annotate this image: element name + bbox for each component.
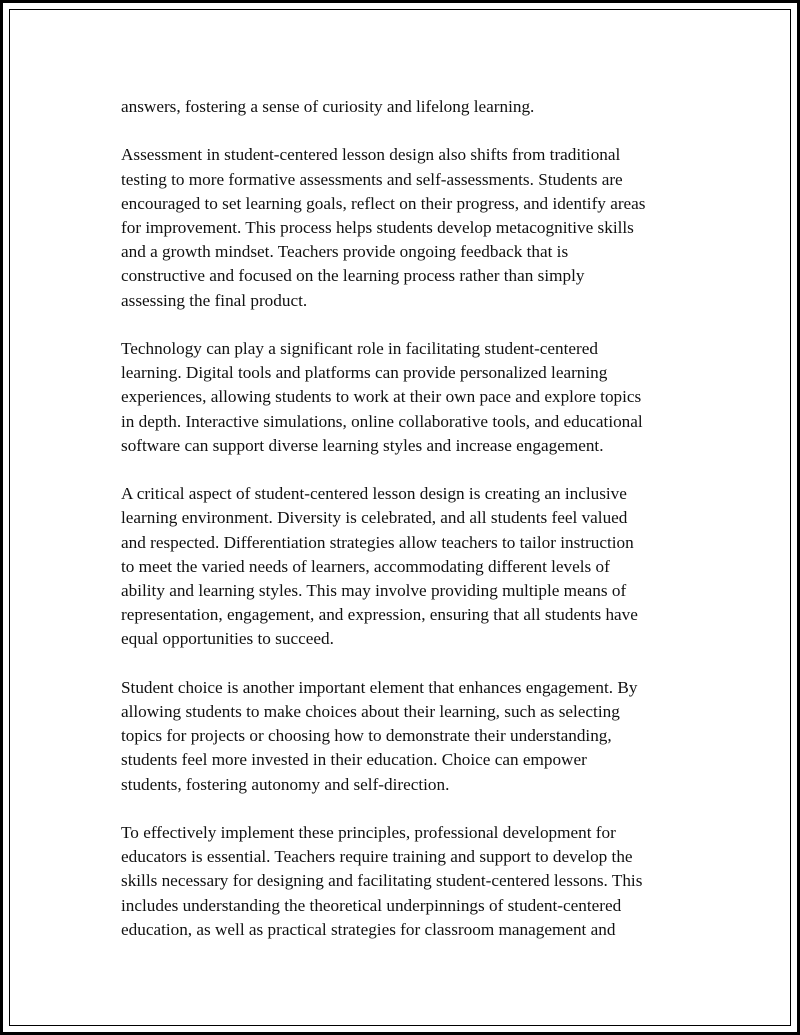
text-line: Assessment in student-centered lesson design also shifts from traditional <box>121 145 621 165</box>
text-line: equal opportunities to succeed. <box>121 629 334 649</box>
text-line: Technology can play a significant role in facilitating student-centered <box>121 339 599 358</box>
text-line: students feel more invested in their education. Choice can empower <box>121 750 587 770</box>
text-line: testing to more formative assessments and self-assessments. Students are <box>121 169 623 189</box>
paragraph <box>121 143 693 312</box>
text-line: ability and learning styles. This may involve providing multiple means of <box>121 581 627 601</box>
text-line: allowing students to make choices about their learning, such as selecting <box>121 702 620 722</box>
text-line: learning environment. Diversity is celebrated, and all students feel valued <box>121 508 628 528</box>
text-line: software can support diverse learning styles and increase engagement. <box>121 435 604 455</box>
text-line: encouraged to set learning goals, reflect on their progress, and identify areas <box>121 193 646 213</box>
text-line: constructive and focused on the learning process rather than simply <box>121 266 585 286</box>
paragraph <box>121 337 693 458</box>
text-line: for improvement. This process helps students develop metacognitive skills <box>121 218 634 237</box>
text-line: answers, fostering a sense of curiosity and lifelong learning. <box>121 97 535 116</box>
text-line: assessing the final product. <box>121 290 308 310</box>
text-line: includes understanding the theoretical underpinnings of student-centered <box>121 895 622 915</box>
text-line: representation, engagement, and expression, ensuring that all students have <box>121 605 638 625</box>
text-line: in depth. Interactive simulations, online collaborative tools, and educational <box>121 411 643 431</box>
text-line: A critical aspect of student-centered lesson design is creating an inclusive <box>121 484 627 504</box>
text-line: topics for projects or choosing how to demonstrate their understanding, <box>121 726 612 746</box>
paragraph <box>121 95 693 119</box>
text-line: and respected. Differentiation strategies allow teachers to tailor instruction <box>121 532 634 552</box>
body-text <box>121 95 693 966</box>
text-line: experiences, allowing students to work at their own pace and explore topics <box>121 387 642 407</box>
text-line: learning. Digital tools and platforms can provide personalized learning <box>121 363 608 383</box>
text-line: Student choice is another important element that enhances engagement. By <box>121 677 638 697</box>
paragraph <box>121 482 693 651</box>
text-line: to meet the varied needs of learners, accommodating different levels of <box>121 556 610 576</box>
text-line: To effectively implement these principles, professional development for <box>121 823 616 843</box>
text-line: education, as well as practical strategies for classroom management and <box>121 919 616 939</box>
text-line: educators is essential. Teachers require training and support to develop the <box>121 847 633 867</box>
text-line: students, fostering autonomy and self-direction. <box>121 774 450 794</box>
text-line: skills necessary for designing and facilitating student-centered lessons. This <box>121 871 643 891</box>
paragraph <box>121 821 693 942</box>
text-line: and a growth mindset. Teachers provide ongoing feedback that is <box>121 242 569 262</box>
paragraph <box>121 676 693 797</box>
